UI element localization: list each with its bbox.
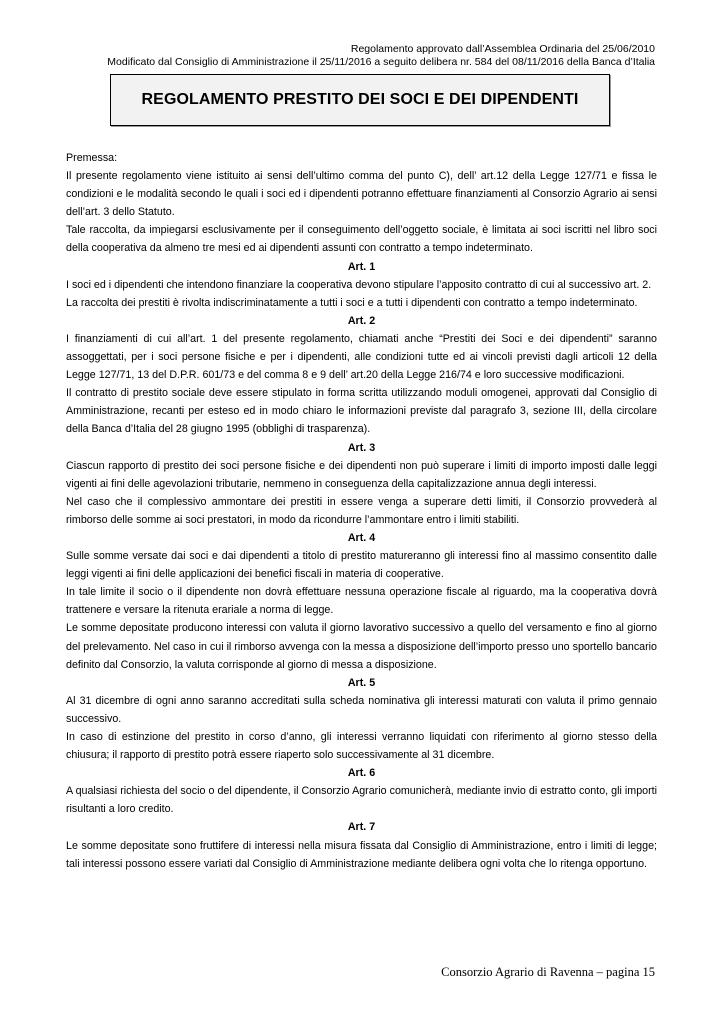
article-heading: Art. 7: [347, 821, 376, 834]
document-title: REGOLAMENTO PRESTITO DEI SOCI E DEI DIPENDENTI: [141, 91, 579, 108]
body-paragraph: La raccolta dei prestiti è rivolta indiscriminatamente a tutti i soci e a tutti i dipendenti con contratto a tempo indeterminato.: [66, 296, 638, 309]
header-approval-line: Regolamento approvato dall’Assemblea Ordinaria del 25/06/2010: [350, 43, 655, 55]
document-body: [66, 149, 657, 873]
body-paragraph: Ciascun rapporto di prestito dei soci persone fisiche e dei dipendenti non può superare i limiti di importo imposti dalle leggi vigenti ai fini delle agevolazioni tributarie, nemmeno in conseguenza della capitalizzazione annua degli interessi.: [66, 459, 657, 490]
body-paragraph: Il presente regolamento viene istituito ai sensi dell’ultimo comma del punto C), dell’ art.12 della Legge 127/71 e fissa le condizioni e le modalità secondo le quali i soci ed i dipendenti potranno effettuare finanziamenti al Consorzio Agrario ai sensi dell’art. 3 dello Statuto.: [66, 170, 657, 219]
article-heading: Art. 6: [347, 767, 376, 780]
article-heading: Art. 2: [347, 314, 376, 327]
page-footer: Consorzio Agrario di Ravenna – pagina 15: [441, 965, 655, 979]
article-heading: Art. 1: [347, 260, 376, 273]
document-header: [70, 43, 655, 69]
title-box: [110, 74, 610, 126]
header-modification-line: Modificato dal Consiglio di Amministrazione il 25/11/2016 a seguito delibera nr. 584 del 08/11/2016 della Banca d’Italia: [107, 56, 655, 68]
article-heading: Art. 5: [347, 676, 376, 689]
article-heading: Art. 3: [347, 441, 376, 454]
body-paragraph: In tale limite il socio o il dipendente non dovrà effettuare nessuna operazione fiscale al riguardo, ma la cooperativa dovrà trattenere e versare la ritenuta erariale a norma di legge.: [66, 586, 657, 617]
body-paragraph: Le somme depositate sono fruttifere di interessi nella misura fissata dal Consiglio di Amministrazione, entro i limiti di legge; tali interessi possono essere variati dal Consiglio di Amministrazione mediante delibera ogni volta che lo ritenga opportuno.: [66, 839, 657, 870]
article-heading: Art. 4: [347, 531, 376, 544]
body-paragraph: Al 31 dicembre di ogni anno saranno accreditati sulla scheda nominativa gli interessi maturati con valuta il primo gennaio successivo.: [66, 694, 657, 725]
body-paragraph: Premessa:: [66, 152, 118, 164]
body-paragraph: I finanziamenti di cui all’art. 1 del presente regolamento, chiamati anche “Prestiti dei Soci e dei dipendenti” saranno assoggettati, per i soci persone fisiche e per i dipendenti, alle condizioni tutte ed ai vincoli previsti dagli articoli 12 della Legge 127/71, 13 del D.P.R. 601/73 e del comma 8 e 9 dell’ art.20 della Legge 216/74 e loro successive modificazioni.: [66, 332, 657, 382]
body-paragraph: Tale raccolta, da impiegarsi esclusivamente per il conseguimento dell’oggetto sociale, è limitata ai soci iscritti nel libro soci della cooperativa da almeno tre mesi ed ai dipendenti assunti con contratto a tempo indeterminato.: [66, 224, 657, 255]
body-paragraph: I soci ed i dipendenti che intendono finanziare la cooperativa devono stipulare l’apposito contratto di cui al successivo art. 2.: [66, 278, 652, 291]
body-paragraph: Nel caso che il complessivo ammontare dei prestiti in essere venga a superare detti limiti, il Consorzio provvederà al rimborso delle somme ai soci prestatori, in modo da ricondurre l’ammontare entro i limiti stabiliti.: [66, 495, 657, 526]
body-paragraph: Il contratto di prestito sociale deve essere stipulato in forma scritta utilizzando moduli omogenei, approvati dal Consiglio di Amministrazione, recanti per esteso ed in modo chiaro le informazioni previste dal paragrafo 3, sezione III, della circolare della Banca d’Italia del 28 giugno 1995 (obblighi di trasparenza).: [66, 387, 657, 436]
body-paragraph: Sulle somme versate dai soci e dai dipendenti a titolo di prestito matureranno gli interessi fino al massimo consentito dalle leggi vigenti ai fini delle applicazioni dei benefici fiscali in materia di cooperative.: [66, 550, 657, 581]
body-paragraph: A qualsiasi richiesta del socio o del dipendente, il Consorzio Agrario comunicherà, mediante invio di estratto conto, gli importi risultanti a loro credito.: [66, 785, 657, 816]
body-paragraph: In caso di estinzione del prestito in corso d’anno, gli interessi verranno liquidati con riferimento al giorno stesso della chiusura; il rapporto di prestito potrà essere riaperto solo successivamente al 31 dicembre.: [66, 731, 657, 762]
body-paragraph: Le somme depositate producono interessi con valuta il giorno lavorativo successivo a quello del versamento e fino al giorno del prelevamento. Nel caso in cui il rimborso avvenga con la messa a disposizione dell’importo presso uno sportello bancario definito dal Consorzio, la valuta corrisponde al giorno di messa a disposizione.: [66, 622, 657, 671]
